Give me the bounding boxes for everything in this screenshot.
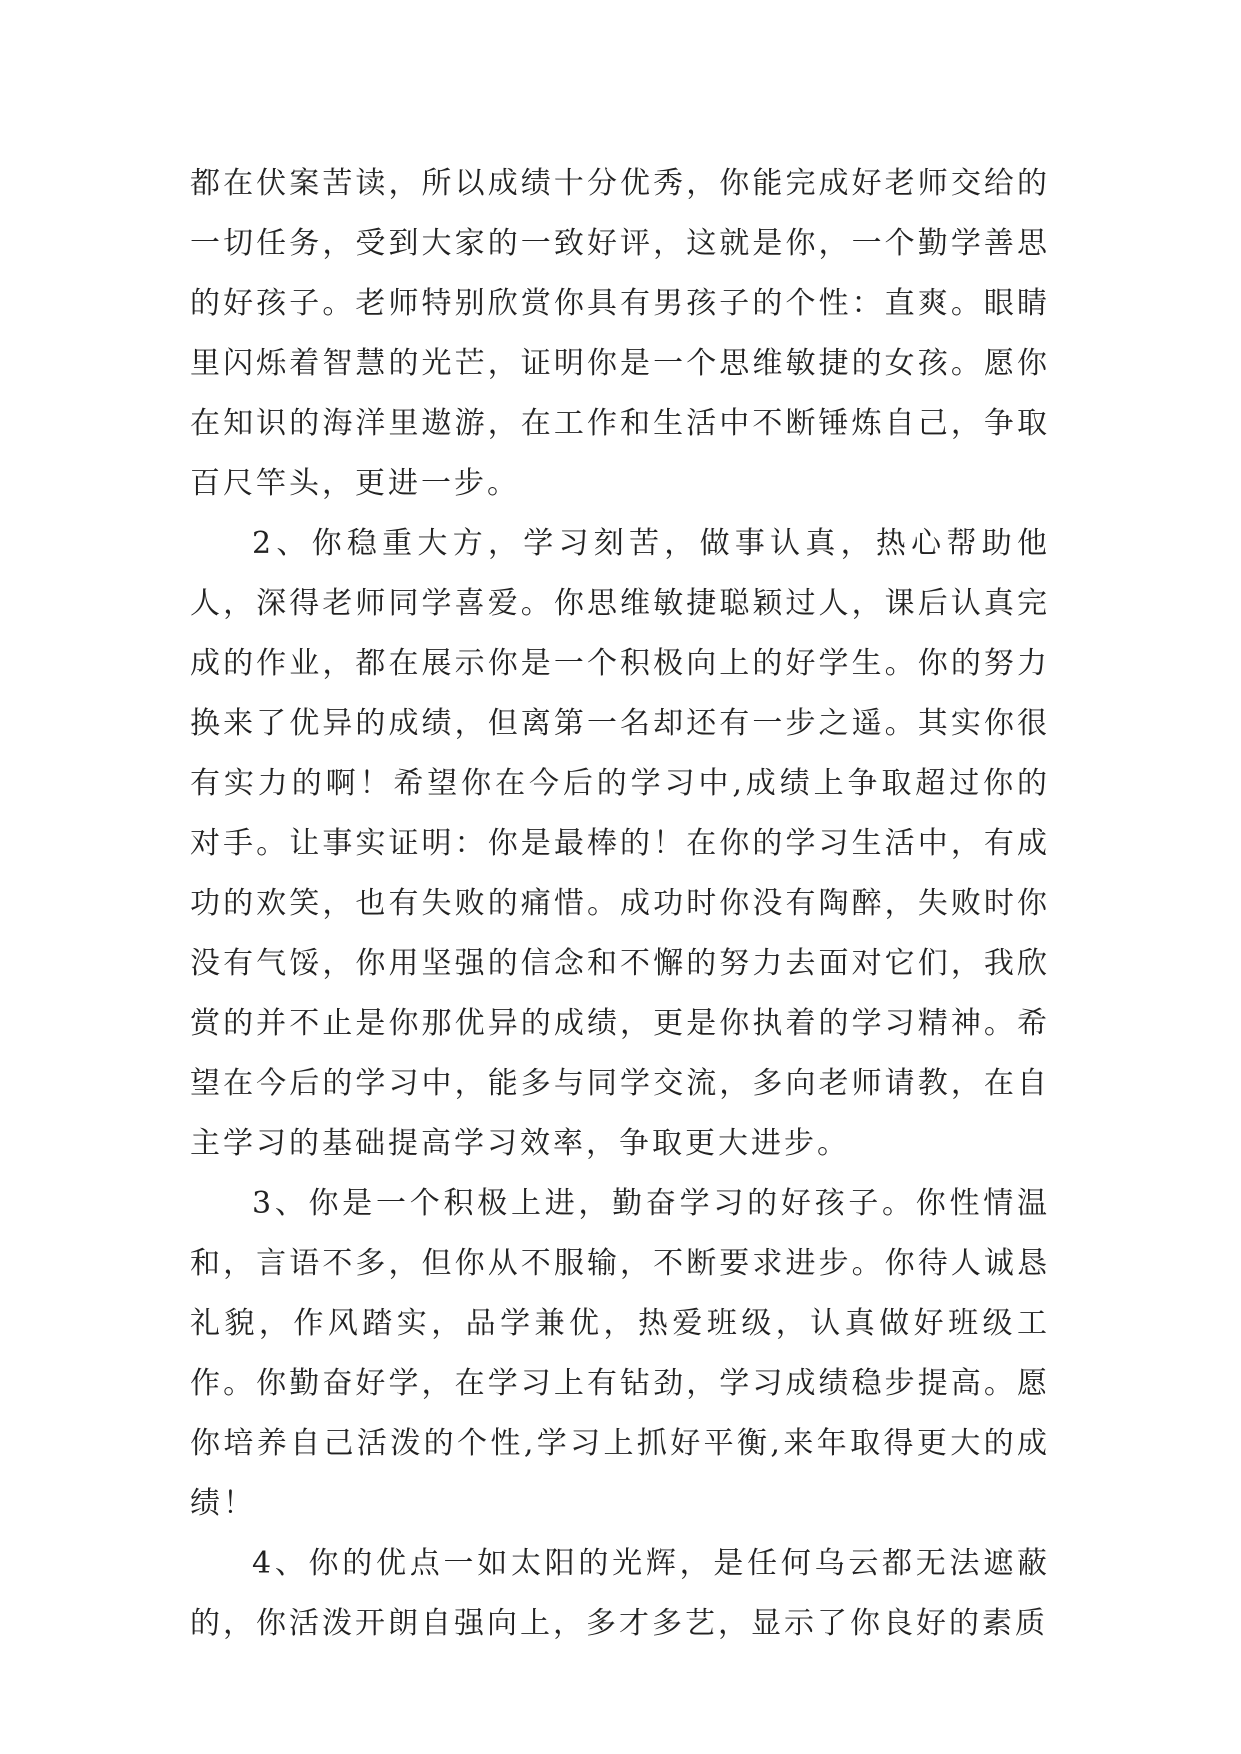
document-page xyxy=(190,154,1050,1654)
paragraph-continued: 都在伏案苦读，所以成绩十分优秀，你能完成好老师交给的一切任务，受到大家的一致好评，这就是你，一个勤学善思的好孩子。老师特别欣赏你具有男孩子的个性：直爽。眼睛里闪烁着智慧的光芒，证明你是一个思维敏捷的女孩。愿你在知识的海洋里遨游，在工作和生活中不断锤炼自己，争取百尺竿头，更进一步。 xyxy=(190,166,1050,501)
paragraph-comment-4: 4、你的优点一如太阳的光辉，是任何乌云都无法遮蔽的，你活泼开朗自强向上，多才多艺，显示了你良好的素质 xyxy=(190,1546,1050,1641)
paragraph-comment-3: 3、你是一个积极上进，勤奋学习的好孩子。你性情温和，言语不多，但你从不服输，不断要求进步。你待人诚恳礼貌，作风踏实，品学兼优，热爱班级，认真做好班级工作。你勤奋好学，在学习上有钻劲，学习成绩稳步提高。愿你培养自己活泼的个性,学习上抓好平衡,来年取得更大的成绩！ xyxy=(190,1186,1050,1521)
paragraph-comment-2: 2、你稳重大方，学习刻苦，做事认真，热心帮助他人，深得老师同学喜爱。你思维敏捷聪颖过人，课后认真完成的作业，都在展示你是一个积极向上的好学生。你的努力换来了优异的成绩，但离第一名却还有一步之遥。其实你很有实力的啊！希望你在今后的学习中,成绩上争取超过你的对手。让事实证明：你是最棒的！在你的学习生活中，有成功的欢笑，也有失败的痛惜。成功时你没有陶醉，失败时你没有气馁，你用坚强的信念和不懈的努力去面对它们，我欣赏的并不止是你那优异的成绩，更是你执着的学习精神。希望在今后的学习中，能多与同学交流，多向老师请教，在自主学习的基础提高学习效率，争取更大进步。 xyxy=(190,526,1050,1161)
